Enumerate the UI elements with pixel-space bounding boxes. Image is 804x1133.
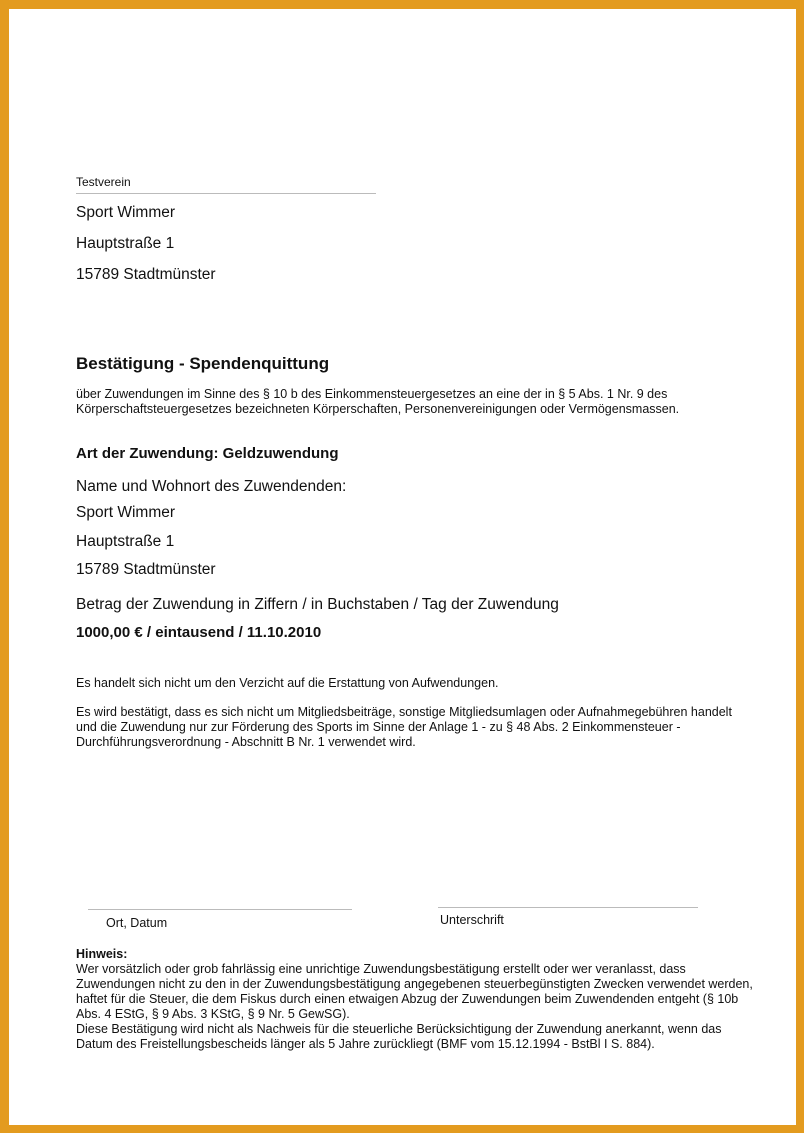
sender-name: Sport Wimmer (76, 204, 176, 221)
signature-label: Unterschrift (440, 913, 504, 927)
statement-confirmation: Es wird bestätigt, dass es sich nicht um Mitgliedsbeiträge, sonstige Mitgliedsumlagen oder Aufnahmegebühren handelt und die Zuwendung nur zur Förderung des Sports im Sinne der Anlage 1 - zu § 48 Abs. 2 Einkommensteuer - Durchführungsverordnung - Abschnitt B Nr. 1 verwendet wird. (76, 705, 732, 749)
notice-heading: Hinweis: (76, 947, 128, 961)
donor-street: Hauptstraße 1 (76, 533, 175, 550)
intro-text: über Zuwendungen im Sinne des § 10 b des Einkommensteuergesetzes an eine der in § 5 Abs. 1 Nr. 9 des Körperschaftsteuergesetzes bezeichneten Körperschaften, Personenvereinigungen oder Vermögensmassen. (76, 387, 680, 416)
statement-no-waiver: Es handelt sich nicht um den Verzicht auf die Erstattung von Aufwendungen. (76, 676, 499, 690)
place-date-line (88, 909, 352, 910)
notice-validity-text: Diese Bestätigung wird nicht als Nachweis für die steuerliche Berücksichtigung der Zuwendung anerkannt, wenn das Datum des Freistellungsbescheids länger als 5 Jahre zurückliegt (BMF vom 15.12.1994 - BstBl I S. 884). (76, 1022, 722, 1051)
amount-value: 1000,00 € / eintausend / 11.10.2010 (76, 624, 322, 641)
signature-line (438, 907, 698, 908)
sender-divider (76, 193, 376, 194)
sender-street: Hauptstraße 1 (76, 235, 175, 252)
donor-name: Sport Wimmer (76, 504, 176, 521)
sender-city: 15789 Stadtmünster (76, 266, 216, 283)
donation-type: Art der Zuwendung: Geldzuwendung (76, 445, 339, 462)
amount-heading: Betrag der Zuwendung in Ziffern / in Buchstaben / Tag der Zuwendung (76, 596, 559, 613)
document-title: Bestätigung - Spendenquittung (76, 354, 330, 373)
donor-heading: Name und Wohnort des Zuwendenden: (76, 478, 347, 495)
place-date-label: Ort, Datum (106, 916, 168, 930)
sender-label: Testverein (76, 175, 131, 189)
notice-liability-text: Wer vorsätzlich oder grob fahrlässig eine unrichtige Zuwendungsbestätigung erstellt oder wer veranlasst, dass Zuwendungen nicht zu den in der Zuwendungsbestätigung angegebenen steuerbegünstigten Zwecken verwendet werden, haftet für die Steuer, die dem Fiskus durch einen etwaigen Abzug der Zuwendungen beim Zuwendenden entgeht (§ 10b Abs. 4 EStG, § 9 Abs. 3 KStG, § 9 Nr. 5 GewSG). (76, 962, 753, 1021)
donor-city: 15789 Stadtmünster (76, 561, 216, 578)
